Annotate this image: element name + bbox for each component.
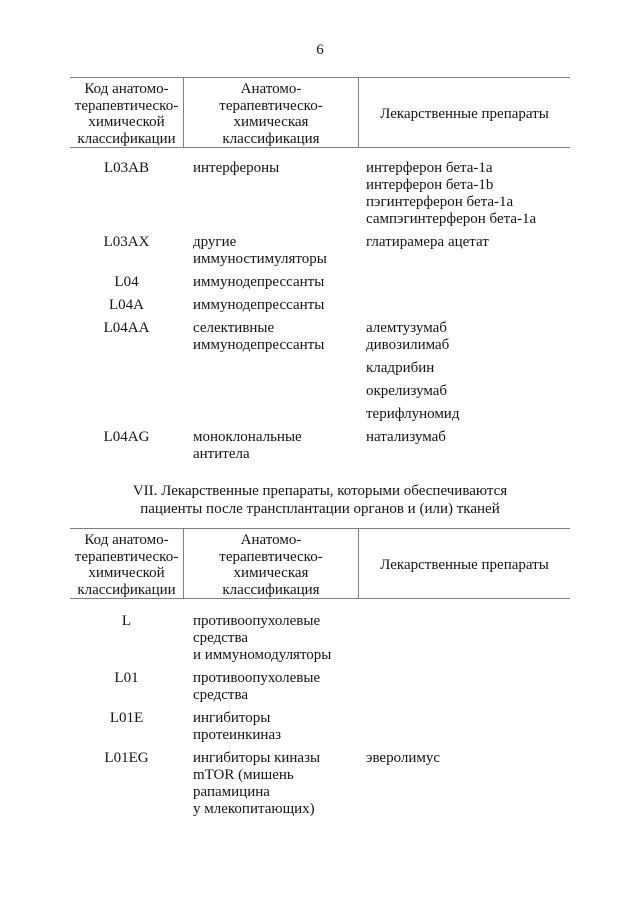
table-row — [70, 710, 570, 744]
table-row — [70, 613, 570, 664]
drug-name: дивозилимаб — [366, 336, 450, 353]
table-row — [70, 320, 570, 423]
table-row — [70, 297, 570, 314]
atc-code: L03AB — [104, 159, 149, 176]
header-cell-drugs — [358, 78, 570, 147]
table-row — [70, 750, 570, 818]
drug-list — [358, 613, 570, 664]
atc-code: L01EG — [104, 749, 149, 766]
drug-name: сампэгинтерферон бета-1a — [366, 210, 537, 227]
table-row — [70, 234, 570, 268]
table-header — [70, 77, 570, 148]
drug-name: терифлуномид — [366, 405, 460, 422]
drug-list — [358, 320, 570, 423]
header-label: Код анатомо-терапевтическо-химической классификации — [74, 81, 179, 147]
atc-code: L01E — [109, 709, 144, 726]
atc-group-name: противоопухолевые средства — [193, 669, 321, 703]
drug-name: эверолимус — [366, 749, 441, 766]
header-cell-group — [183, 78, 358, 147]
table-row — [70, 429, 570, 463]
atc-code: L — [121, 612, 132, 629]
atc-code: L03AX — [103, 233, 150, 250]
table-row — [70, 160, 570, 228]
table-body — [70, 599, 570, 818]
atc-code: L04 — [114, 273, 139, 290]
drug-list — [358, 234, 570, 268]
drug-name: кладрибин — [366, 359, 435, 376]
atc-group-name: интерфероны — [193, 159, 280, 176]
atc-group-name: противоопухолевые средства и иммуномодуляторы — [193, 612, 332, 663]
header-cell-group — [183, 529, 358, 598]
drug-table — [70, 528, 570, 818]
drug-name: алемтузумаб — [366, 319, 447, 336]
atc-group-name: моноклональные антитела — [193, 428, 302, 462]
atc-code: L04AA — [103, 319, 150, 336]
drug-list — [358, 710, 570, 744]
drug-name: пэгинтерферон бета-1a — [366, 193, 514, 210]
atc-group-name: селективные иммунодепрессанты — [193, 319, 325, 353]
drug-list — [358, 750, 570, 818]
header-label: Анатомо-терапевтическо-химическая классификация — [219, 532, 323, 598]
drug-name: интерферон бета-1b — [366, 176, 494, 193]
atc-code: L04AG — [103, 428, 150, 445]
drug-name: глатирамера ацетат — [366, 233, 489, 250]
drug-name: натализумаб — [366, 428, 446, 445]
header-label: Код анатомо-терапевтическо-химической классификации — [74, 532, 179, 598]
atc-group-name: ингибиторы протеинкиназ — [193, 709, 282, 743]
header-cell-drugs — [358, 529, 570, 598]
page-number: 6 — [316, 42, 324, 58]
header-cell-code — [70, 78, 183, 147]
atc-group-name: другие иммуностимуляторы — [193, 233, 327, 267]
atc-group-name: иммунодепрессанты — [193, 296, 325, 313]
drug-name: интерферон бета-1a — [366, 159, 493, 176]
atc-code: L04A — [109, 296, 144, 313]
header-label: Лекарственные препараты — [380, 556, 549, 573]
section-heading: VII. Лекарственные препараты, которыми обеспечиваются пациенты после трансплантации органов и (или) тканей — [132, 483, 508, 517]
drug-list — [358, 670, 570, 704]
drug-list — [358, 429, 570, 463]
drug-table — [70, 77, 570, 463]
table-header — [70, 528, 570, 599]
drug-list — [358, 297, 570, 314]
atc-group-name: иммунодепрессанты — [193, 273, 325, 290]
header-cell-code — [70, 529, 183, 598]
header-label: Лекарственные препараты — [380, 105, 549, 122]
atc-group-name: ингибиторы киназы mTOR (мишень рапамицина у млекопитающих) — [193, 749, 321, 817]
drug-name: окрелизумаб — [366, 382, 448, 399]
drug-list — [358, 274, 570, 291]
table-row — [70, 670, 570, 704]
table-row — [70, 274, 570, 291]
table-body — [70, 148, 570, 463]
atc-code: L01 — [114, 669, 139, 686]
drug-list — [358, 160, 570, 228]
header-label: Анатомо-терапевтическо-химическая классификация — [219, 81, 323, 147]
